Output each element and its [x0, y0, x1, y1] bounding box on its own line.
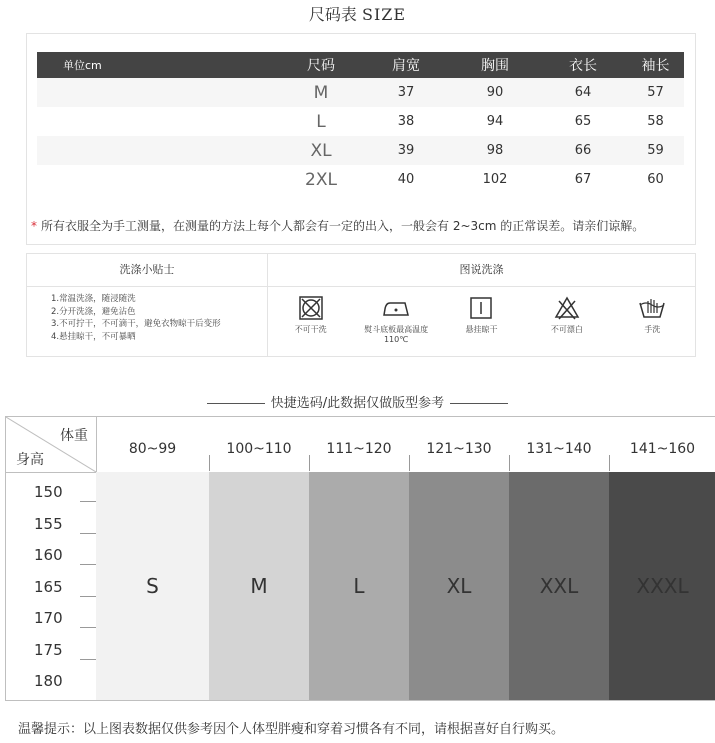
table-cell: 38	[397, 114, 415, 129]
header-sleeve: 袖长	[627, 52, 684, 78]
size-band	[96, 472, 209, 700]
height-tick	[80, 627, 96, 628]
measurement-note	[31, 217, 644, 234]
table-cell: 90	[451, 78, 539, 107]
size-table-header	[37, 52, 684, 78]
size-chart-panel	[26, 33, 696, 245]
wash-icon-label: 悬挂晾干	[465, 325, 498, 334]
height-value: 160	[34, 546, 63, 564]
table-cell: 60	[647, 172, 664, 187]
table-cell: 2XL	[305, 169, 337, 190]
wash-icon-item	[524, 295, 609, 344]
weight-label: 体重	[60, 428, 88, 444]
table-cell: 98	[451, 136, 539, 165]
table-cell: 67	[574, 172, 592, 187]
wash-tip: 4.悬挂晾干，不可暴晒	[51, 331, 136, 342]
table-cell: 58	[647, 114, 664, 129]
size-band-label: XXL	[539, 574, 579, 598]
no-tumble-dry-icon	[298, 295, 324, 321]
header-shoulder: 肩宽	[361, 52, 451, 78]
header-chest: 胸围	[451, 52, 539, 78]
table-row	[37, 78, 684, 107]
hand-wash-icon	[637, 295, 667, 321]
note-text: 所有衣服全为手工测量，在测量的方法上每个人都会有一定的出入，一般会有 2~3cm 的正常误差。请亲们谅解。	[41, 219, 645, 233]
header-size: 尺码	[281, 52, 361, 78]
wash-icon-item	[439, 295, 524, 344]
page-title	[0, 2, 715, 25]
header-unit: 单位cm	[37, 52, 281, 78]
size-band	[509, 472, 609, 700]
no-bleach-icon	[553, 295, 581, 321]
table-cell: 39	[361, 136, 451, 165]
wash-care-panel	[26, 253, 696, 357]
height-value: 175	[34, 640, 63, 659]
weight-tick	[609, 455, 610, 471]
table-cell: 64	[539, 78, 627, 107]
table-cell: 65	[574, 114, 592, 129]
size-band-label: XXXL	[636, 574, 689, 598]
height-tick	[80, 596, 96, 597]
size-band	[409, 472, 509, 700]
size-table	[37, 52, 684, 194]
height-weight-grid	[5, 416, 715, 701]
wash-icon-item	[610, 295, 695, 344]
title-en: SIZE	[362, 5, 407, 24]
weight-column-label: 80~99	[128, 441, 177, 457]
wash-icons-row	[268, 287, 695, 344]
divider-line	[450, 403, 508, 404]
height-value: 180	[34, 672, 63, 690]
table-cell	[37, 165, 281, 194]
table-cell	[37, 107, 281, 136]
title-cn: 尺码表	[308, 5, 357, 24]
size-band-label: L	[353, 574, 365, 598]
table-row	[37, 136, 684, 165]
divider-line	[207, 403, 265, 404]
table-cell: 102	[482, 172, 508, 187]
height-value: 165	[34, 577, 63, 596]
wash-tip: 2.分开洗涤，避免沾色	[51, 306, 136, 317]
weight-tick	[409, 455, 410, 471]
weight-column-label: 111~120	[326, 441, 392, 457]
height-tick	[80, 501, 96, 502]
footer-note: 温馨提示：以上图表数据仅供参考因个人体型胖瘦和穿着习惯各有不同，请根据喜好自行购买。	[18, 722, 565, 737]
height-tick	[80, 533, 96, 534]
height-tick	[80, 564, 96, 565]
wash-icon-label: 手洗	[644, 325, 661, 334]
size-band	[609, 472, 715, 700]
weight-tick	[209, 455, 210, 471]
iron-icon	[380, 295, 412, 321]
table-row	[37, 107, 684, 136]
wash-tip: 1.常温洗涤，随浸随洗	[51, 294, 136, 304]
table-cell: 37	[361, 78, 451, 107]
wash-icon-label: 不可干洗	[294, 325, 327, 334]
table-cell: 59	[627, 136, 684, 165]
height-tick	[80, 659, 96, 660]
height-value: 155	[34, 514, 63, 533]
size-band-label: S	[146, 574, 159, 598]
wash-tips-title: 洗涤小贴士	[27, 254, 267, 287]
size-band	[309, 472, 409, 700]
wash-icon-label: 不可漂白	[550, 325, 583, 334]
wash-icons-column	[268, 254, 695, 356]
table-cell: 57	[627, 78, 684, 107]
wash-icon-item	[354, 295, 439, 344]
table-cell: 40	[397, 172, 415, 187]
weight-tick	[309, 455, 310, 471]
weight-column-label: 131~140	[526, 441, 592, 457]
wash-icons-title: 图说洗涤	[268, 254, 695, 287]
size-band-label: XL	[446, 574, 472, 598]
size-band-label: M	[250, 574, 268, 598]
table-cell: XL	[281, 136, 361, 165]
table-cell	[37, 78, 281, 107]
hang-dry-icon	[468, 295, 494, 321]
wash-tips-column	[27, 254, 268, 356]
quick-select-title	[0, 392, 715, 411]
size-band	[209, 472, 309, 700]
weight-column-label: 121~130	[426, 441, 492, 457]
header-length: 衣长	[539, 52, 627, 78]
weight-column-label: 100~110	[226, 441, 292, 457]
note-star: *	[31, 219, 37, 233]
table-cell: M	[281, 78, 361, 107]
weight-column-label: 141~160	[629, 441, 696, 457]
grid-corner	[6, 417, 97, 473]
wash-tip: 3.不可拧干，不可滴干，避免衣物晾干后变形	[51, 319, 221, 329]
table-cell: 66	[539, 136, 627, 165]
table-cell: L	[316, 111, 326, 132]
height-label: 身高	[16, 452, 44, 468]
table-row	[37, 165, 684, 194]
wash-icon-label: 熨斗底板最高温度110℃	[364, 325, 429, 344]
height-value: 150	[34, 483, 63, 501]
quick-title-text: 快捷选码/此数据仅做版型参考	[270, 396, 445, 411]
table-cell: 94	[486, 114, 504, 129]
height-value: 170	[34, 609, 63, 627]
wash-tips-list	[27, 287, 267, 343]
weight-tick	[509, 455, 510, 471]
table-cell	[37, 136, 281, 165]
wash-icon-item	[268, 295, 353, 344]
